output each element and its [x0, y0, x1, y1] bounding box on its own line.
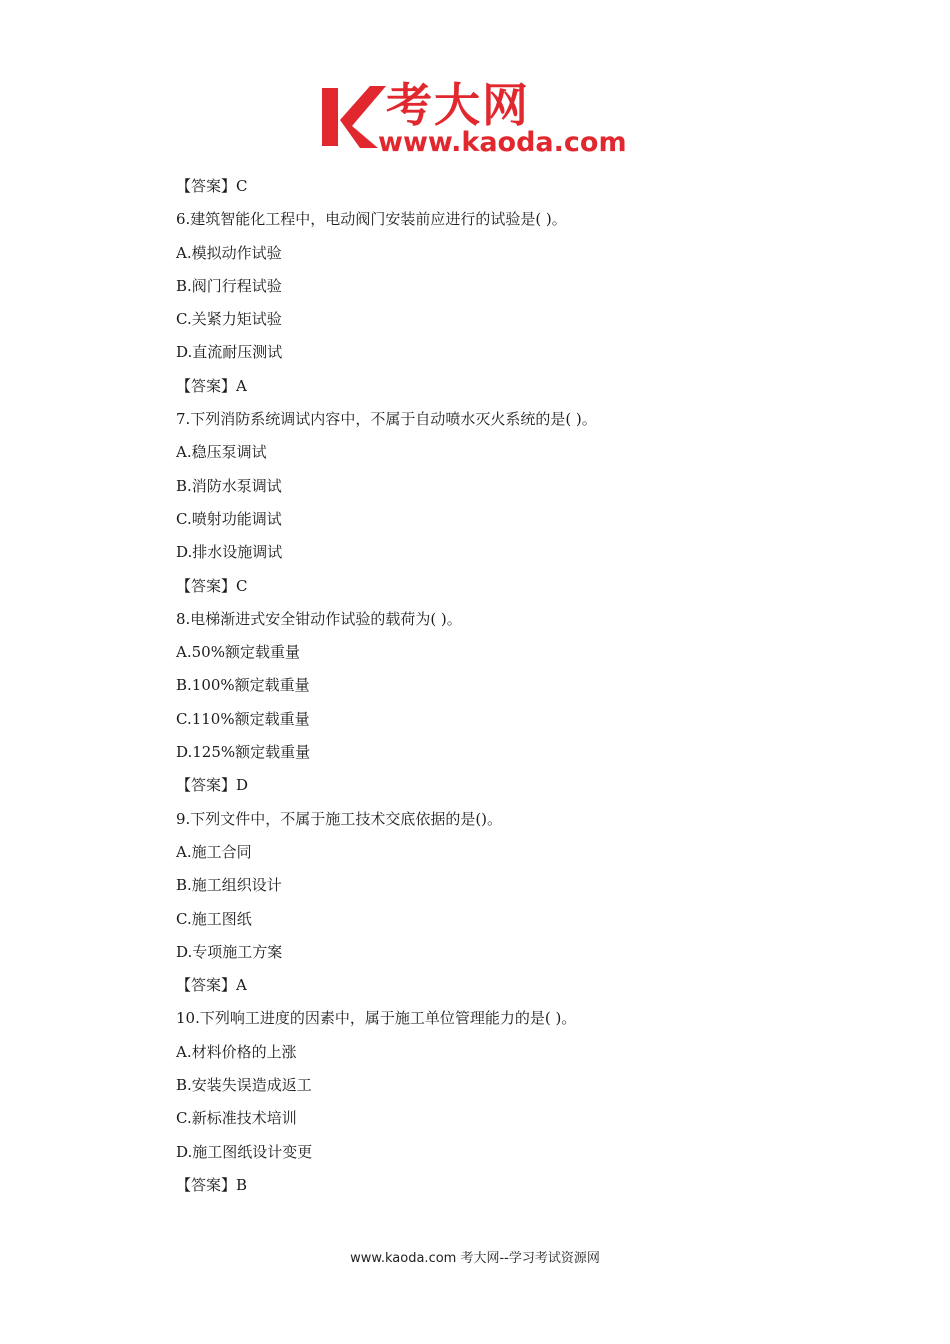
- page-footer: www.kaoda.com 考大网--学习考试资源网: [350, 1251, 600, 1266]
- answer-line: 【答案】A: [176, 376, 247, 395]
- answer-line: 【答案】D: [176, 776, 249, 795]
- logo-cn-text: 考大网: [386, 78, 530, 132]
- question-line: 8.电梯渐进式安全钳动作试验的载荷为( )。: [176, 609, 462, 628]
- option-line: D.施工图纸设计变更: [176, 1142, 313, 1161]
- question-line: 9.下列文件中，不属于施工技术交底依据的是()。: [176, 809, 503, 828]
- option-line: C.关紧力矩试验: [176, 310, 282, 329]
- option-line: C.110%额定载重量: [176, 709, 310, 728]
- option-line: D.专项施工方案: [176, 942, 283, 961]
- option-line: A.模拟动作试验: [176, 243, 282, 262]
- option-line: D.直流耐压测试: [176, 343, 283, 362]
- answer-line: 【答案】C: [176, 576, 248, 595]
- option-line: C.新标准技术培训: [176, 1109, 297, 1128]
- question-line: 10.下列响工进度的因素中，属于施工单位管理能力的是( )。: [176, 1009, 577, 1028]
- option-line: B.阀门行程试验: [176, 276, 282, 295]
- question-line: 6.建筑智能化工程中，电动阀门安装前应进行的试验是( )。: [176, 210, 567, 229]
- answer-line: 【答案】C: [176, 177, 248, 195]
- option-line: C.喷射功能调试: [176, 509, 282, 528]
- option-line: D.125%额定载重量: [176, 743, 311, 762]
- answer-line: 【答案】B: [176, 1175, 248, 1194]
- kaoda-logo: [318, 78, 638, 158]
- answer-line: 【答案】A: [176, 976, 247, 995]
- option-line: B.消防水泵调试: [176, 476, 282, 495]
- option-line: A.50%额定载重量: [176, 643, 300, 662]
- option-line: A.稳压泵调试: [176, 443, 267, 462]
- option-line: A.材料价格的上涨: [176, 1042, 297, 1061]
- question-line: 7.下列消防系统调试内容中，不属于自动喷水灭火系统的是( )。: [176, 410, 597, 429]
- option-line: D.排水设施调试: [176, 543, 283, 562]
- option-line: B.施工组织设计: [176, 876, 282, 895]
- option-line: C.施工图纸: [176, 909, 252, 928]
- option-line: B.安装失误造成返工: [176, 1076, 312, 1095]
- option-line: A.施工合同: [176, 842, 252, 861]
- option-line: B.100%额定载重量: [176, 676, 310, 695]
- question-content: [176, 170, 816, 1202]
- logo-url-text: www.kaoda.com: [378, 127, 627, 158]
